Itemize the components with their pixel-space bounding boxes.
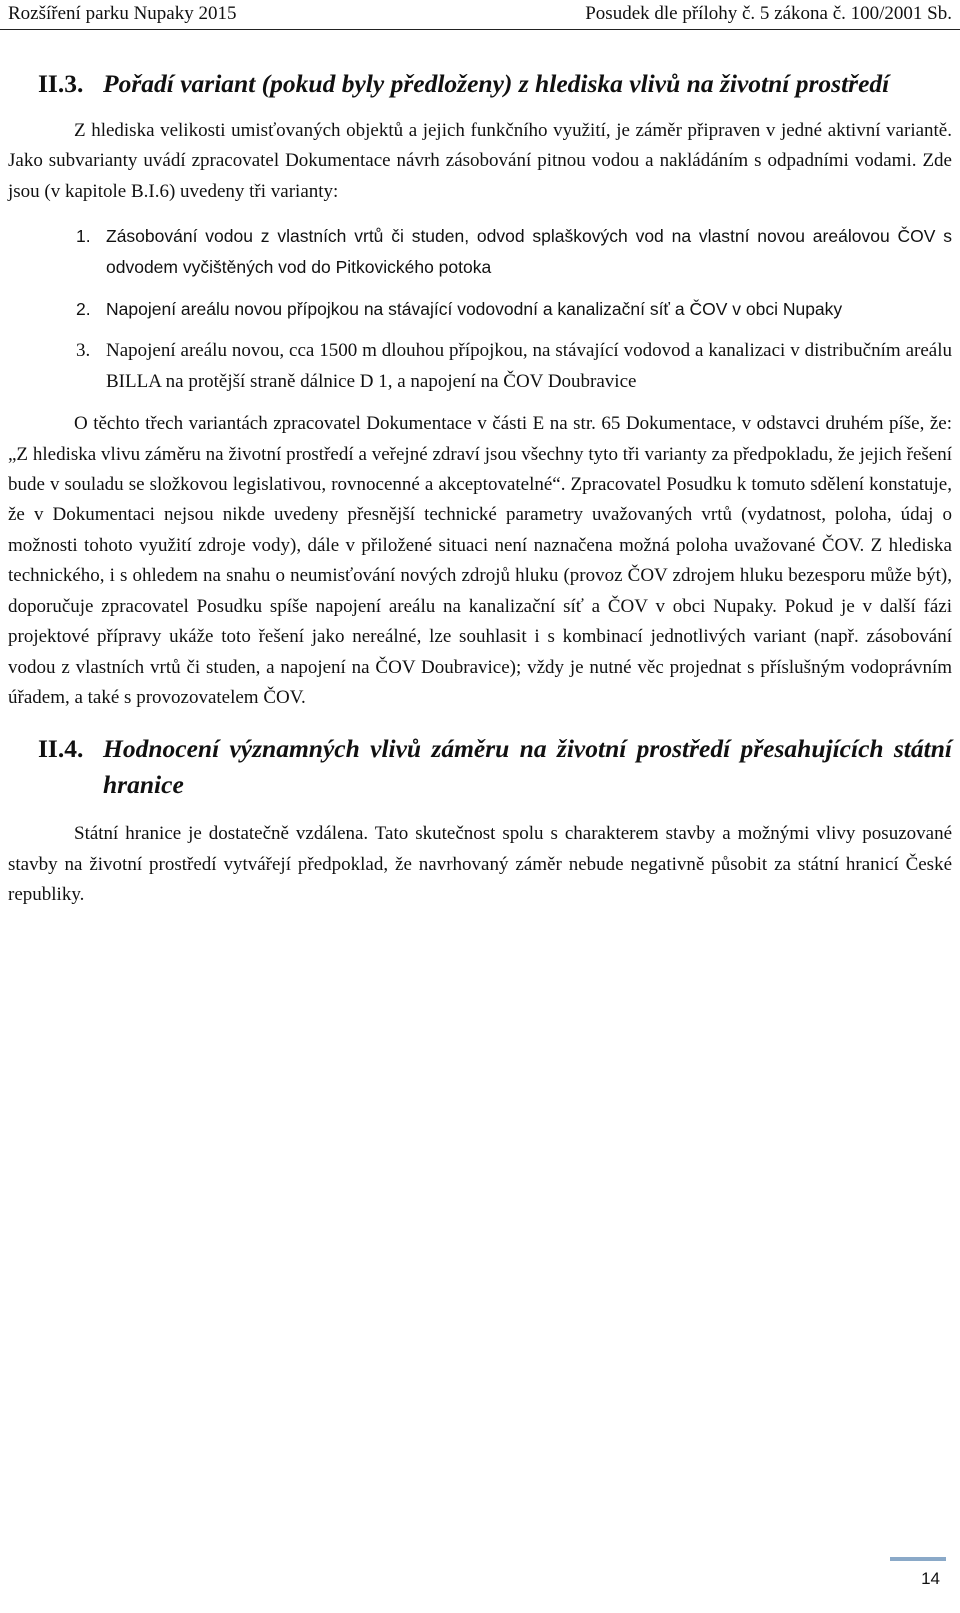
variants-assessment-paragraph: O těchto třech variantách zpracovatel Dokumentace v části E na str. 65 Dokumentace, v odstavci druhém píše, že: „Z hlediska vlivu záměru na životní prostředí a veřejné zdraví jsou všechny tyto tři varianty za předpokladu, že jejich řešení bude v souladu se složkovou legislativou, rovnocenné a akceptovatelné“. Zpracovatel Posudku k tomuto sdělení konstatuje, že v Dokumentaci nejsou nikde uvedeny přesnější technické parametry uvažovaných vrtů (vydatnost, poloha, údaj o možnosti tohoto využití zdroje vody), dále v přiložené situaci není naznačena možná poloha uvažované ČOV. Z hlediska technického, i s ohledem na snahu o neumisťování nových zdrojů hluku (provoz ČOV zdrojem hluku bezesporu může být), doporučuje zpracovatel Posudku spíše napojení areálu na kanalizační síť a ČOV v obci Nupaky. Pokud je v další fázi projektové přípravy ukáže toto řešení jako nereálné, lze souhlasit i s kombinací jednotlivých variant (např. zásobování vodou z vlastních vrtů či studen, a napojení na ČOV Doubravice); vždy je nutné věc projednat s příslušným vodoprávním úřadem, a také s provozovatelem ČOV. [8,413,952,708]
page-number: 14 [921,1569,940,1588]
list-item-text: Napojení areálu novou přípojkou na stávající vodovodní a kanalizační síť a ČOV v obci Nupaky [106,299,843,320]
list-item [76,294,952,324]
list-item [76,221,952,282]
section-heading-ii3 [8,66,952,102]
section-number: II.4. [38,734,84,764]
variants-list [8,221,952,397]
section-title: Hodnocení významných vlivů záměru na životní prostředí přesahujících státní hranice [103,734,952,800]
section-number: II.3. [38,69,84,98]
header-divider [0,29,960,30]
section-title: Pořadí variant (pokud byly předloženy) z hlediska vlivů na životní prostředí [103,69,890,98]
page-header [0,0,960,36]
list-item [76,336,952,397]
header-legal-reference: Posudek dle přílohy č. 5 zákona č. 100/2001 Sb. [585,3,952,24]
footer-accent-bar [890,1557,946,1561]
transboundary-paragraph: Státní hranice je dostatečně vzdálena. Tato skutečnost spolu s charakterem stavby a možnými vlivy posuzované stavby na životní prostředí vytvářejí předpoklad, že navrhovaný záměr nebude negativně působit za státní hranicí České republiky. [8,823,952,906]
page-footer [890,1557,946,1597]
variants-intro-paragraph: Z hlediska velikosti umisťovaných objektů a jejich funkčního využití, je záměr připraven v jedné aktivní variantě. Jako subvarianty uvádí zpracovatel Dokumentace návrh zásobování pitnou vodou a nakládáním s odpadními vodami. Zde jsou (v kapitole B.I.6) uvedeny tři varianty: [8,120,952,202]
list-item-text: Napojení areálu novou, cca 1500 m dlouhou přípojkou, na stávající vodovod a kanalizaci v distribučním areálu BILLA na protější straně dálnice D 1, a napojení na ČOV Doubravice [106,340,952,392]
header-document-title: Rozšíření parku Nupaky 2015 [8,3,237,24]
list-item-number: 2. [76,299,91,320]
list-item-text: Zásobování vodou z vlastních vrtů či studen, odvod splaškových vod na vlastní novou areálovou ČOV s odvodem vyčištěných vod do Pitkovického potoka [106,226,952,277]
list-item-number: 3. [76,340,91,362]
page-content [8,66,952,911]
section-heading-ii4 [8,731,952,803]
list-item-number: 1. [76,226,91,247]
